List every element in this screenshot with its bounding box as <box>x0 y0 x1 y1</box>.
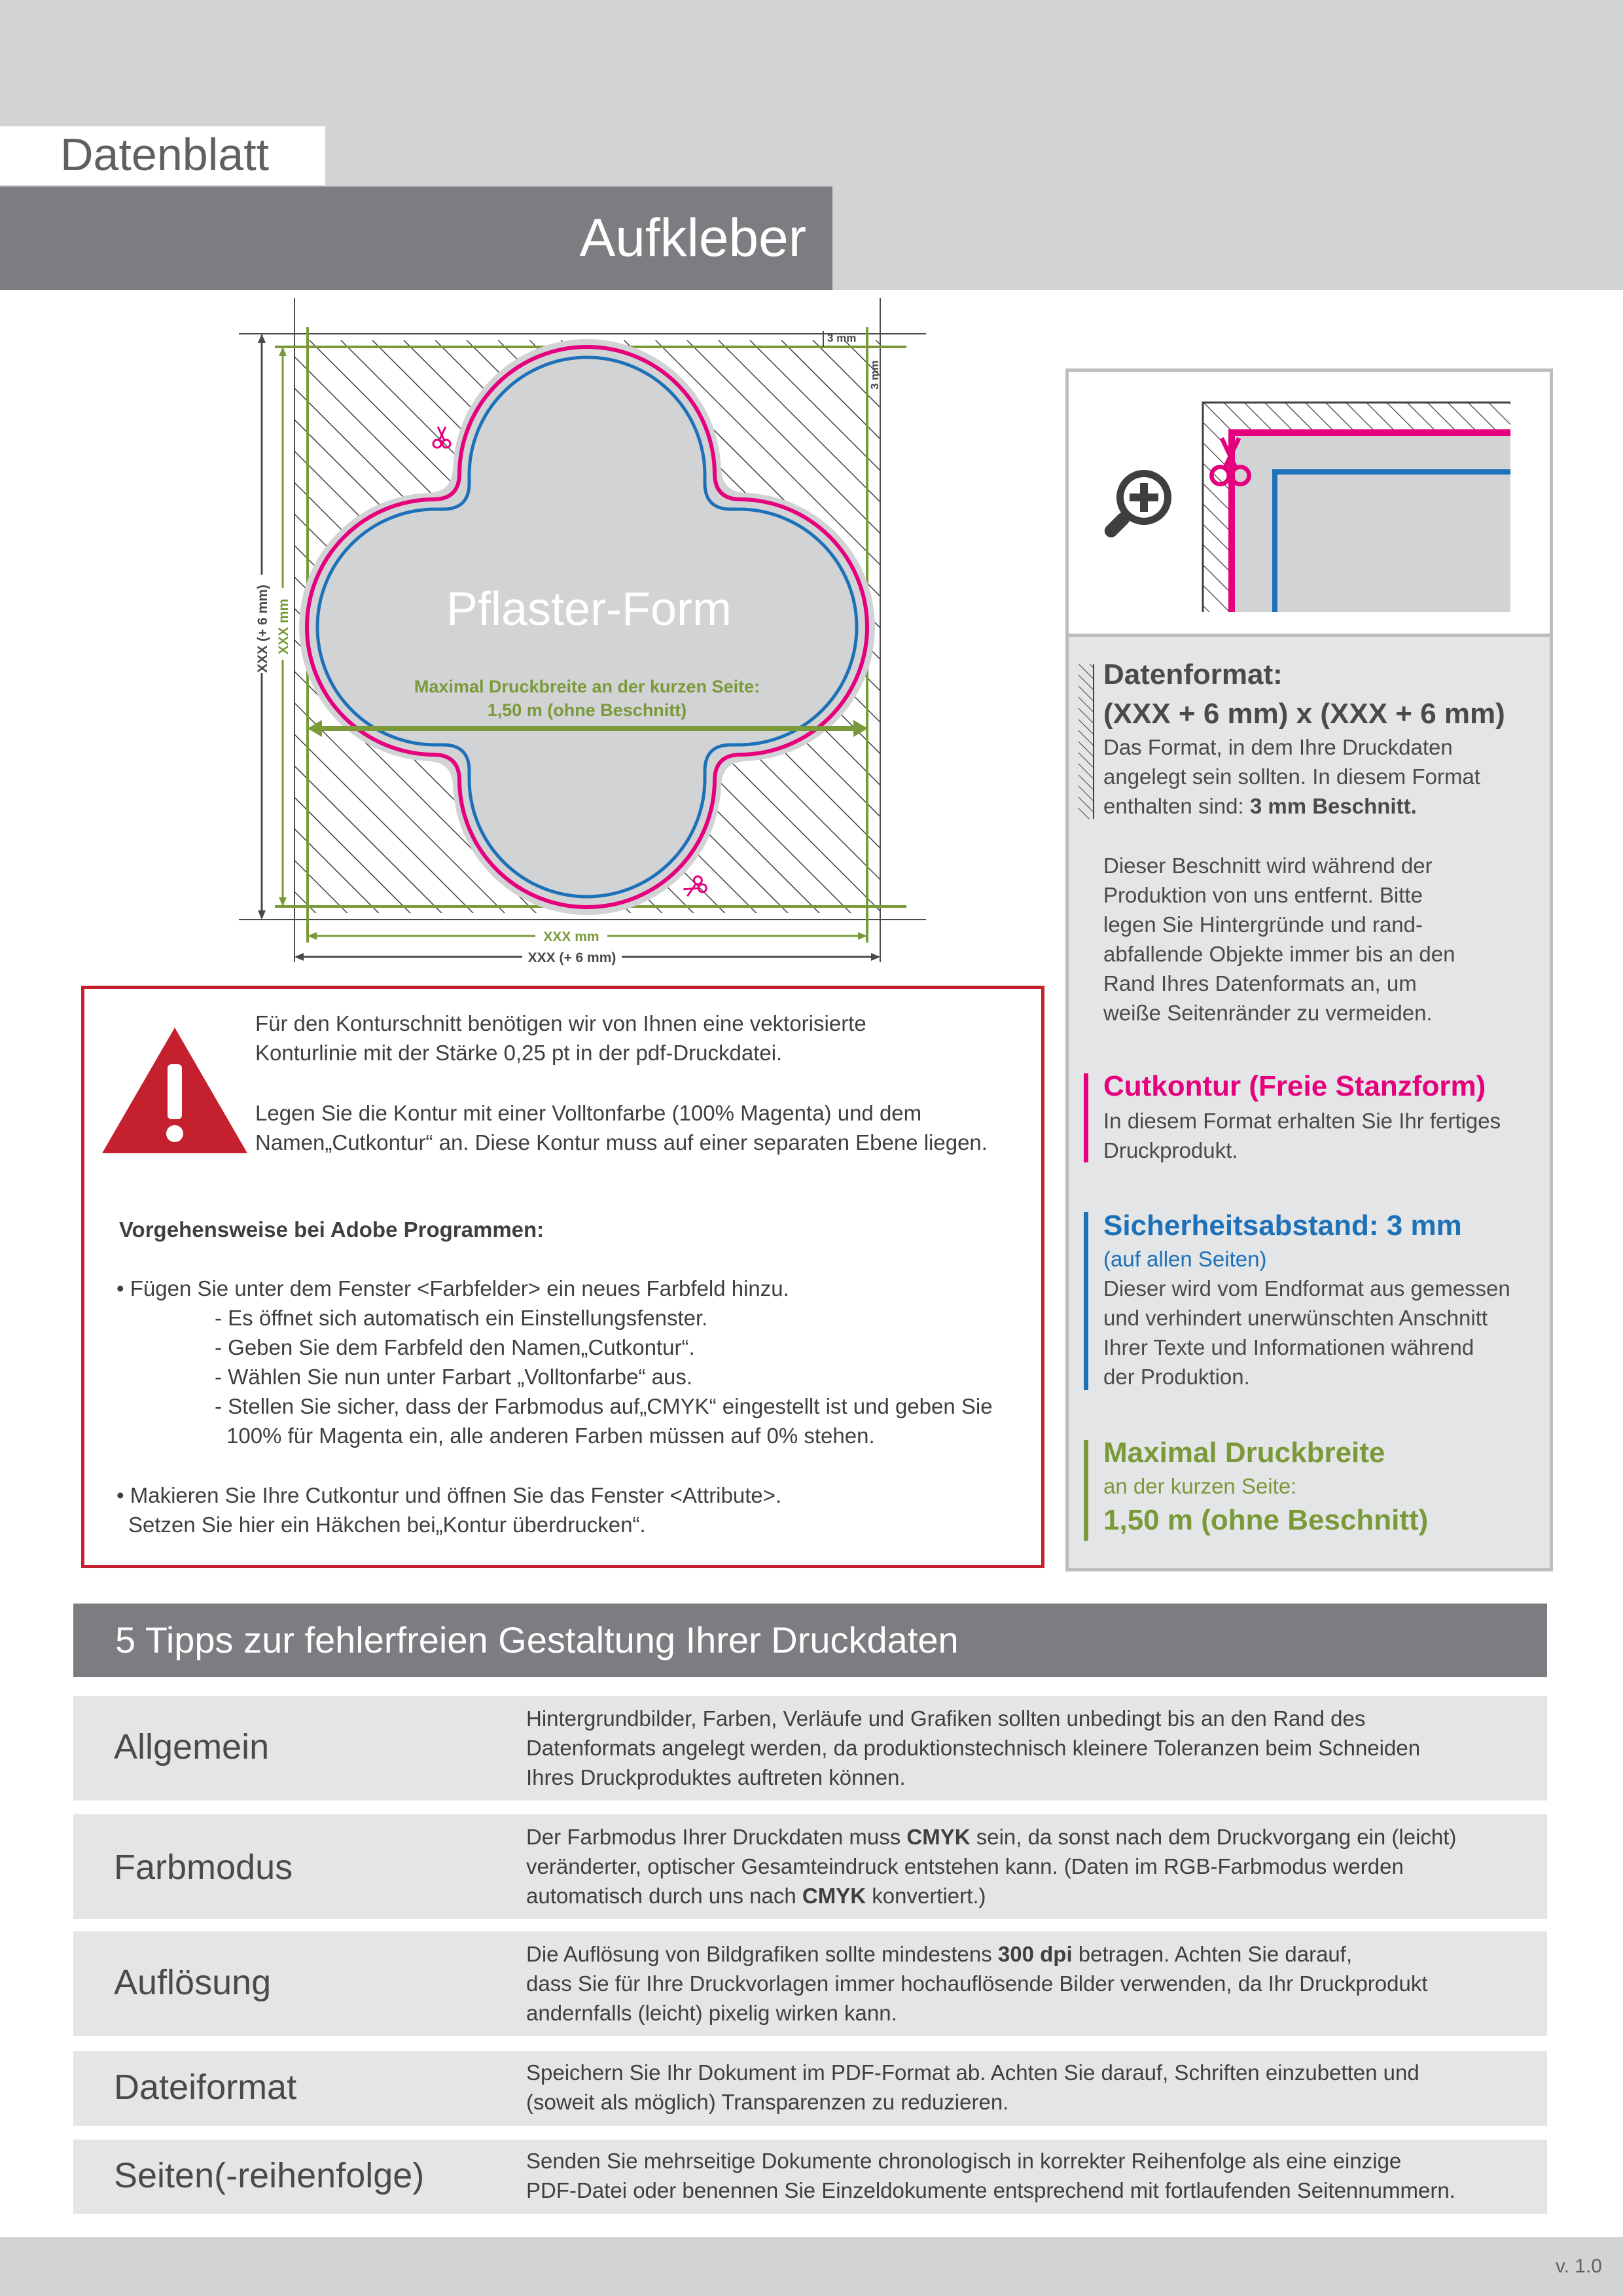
cut-text-1: In diesem Format erhalten Sie Ihr fertiges <box>1103 1109 1501 1133</box>
tip-text-aufloesung-1 <box>526 1939 1352 1969</box>
datenformat-text-2: angelegt sein sollten. In diesem Format <box>1103 764 1480 789</box>
tip-name-allgemein: Allgemein <box>114 1727 270 1767</box>
page-title: Aufkleber <box>579 208 806 268</box>
beschnitt-text-5: Rand Ihres Datenformats an, um <box>1103 971 1417 996</box>
beschnitt-text-2: Produktion von uns entfernt. Bitte <box>1103 883 1423 907</box>
tips-title: 5 Tipps zur fehlerfreien Gestaltung Ihrer Druckdaten <box>115 1619 959 1660</box>
dim-outer-horizontal: XXX (+ 6 mm) <box>527 950 616 965</box>
safety-text-3: Ihrer Texte und Informationen während <box>1103 1335 1474 1359</box>
max-width-value: 1,50 m (ohne Beschnitt) <box>1103 1504 1429 1536</box>
tip-text-seiten-2: PDF-Datei oder benennen Sie Einzeldokumente entsprechend mit fortlaufenden Seitennummern. <box>526 2178 1455 2202</box>
tip-row-dateiformat <box>73 2051 1547 2126</box>
bleed-label-top: 3 mm <box>827 332 857 344</box>
procedure-step-2: - Geben Sie dem Farbfeld den Namen„Cutkontur“. <box>215 1335 695 1359</box>
cut-title: Cutkontur (Freie Stanzform) <box>1103 1070 1486 1102</box>
tip-aufloesung-1b: 300 dpi <box>997 1942 1073 1966</box>
tip-text-allgemein-1: Hintergrundbilder, Farben, Verläufe und Grafiken sollten unbedingt bis an den Rand des <box>526 1706 1366 1731</box>
tip-aufloesung-1c: betragen. Achten Sie darauf, <box>1072 1942 1353 1966</box>
beschnitt-text-3: legen Sie Hintergründe und rand- <box>1103 912 1423 937</box>
info-para1-line1: Für den Konturschnitt benötigen wir von Ihnen eine vektorisierte <box>255 1011 866 1035</box>
datenblatt-label: Datenblatt <box>60 129 270 180</box>
tip-farbmodus-1c: sein, da sonst nach dem Druckvorgang ein (leicht) <box>970 1825 1457 1849</box>
cut-accent-bar <box>1084 1073 1088 1162</box>
tip-farbmodus-3b: CMYK <box>802 1884 866 1908</box>
tip-text-aufloesung-3: andernfalls (leicht) pixelig wirken kann. <box>526 2001 897 2025</box>
footer-band <box>0 2237 1623 2296</box>
tip-text-allgemein-3: Ihres Druckproduktes auftreten können. <box>526 1765 906 1789</box>
max-width-subtitle: an der kurzen Seite: <box>1103 1474 1297 1498</box>
dim-outer-vertical: XXX (+ 6 mm) <box>255 584 270 673</box>
tip-text-aufloesung-2: dass Sie für Ihre Druckvorlagen immer hochauflösende Bilder verwenden, da Ihr Druckprodukt <box>526 1971 1428 1996</box>
procedure-step-1: - Es öffnet sich automatisch ein Einstellungsfenster. <box>215 1306 708 1330</box>
tip-name-dateiformat: Dateiformat <box>114 2068 297 2107</box>
tip-name-seiten: Seiten(-reihenfolge) <box>114 2156 425 2195</box>
safety-subtitle: (auf allen Seiten) <box>1103 1247 1267 1271</box>
tip-aufloesung-1a: Die Auflösung von Bildgrafiken sollte mindestens <box>526 1942 998 1966</box>
beschnitt-text-4: abfallende Objekte immer bis an den <box>1103 942 1455 966</box>
beschnitt-text-1: Dieser Beschnitt wird während der <box>1103 853 1433 878</box>
datenformat-text-3-plain: enthalten sind: <box>1103 794 1250 818</box>
safety-text-4: der Produktion. <box>1103 1365 1250 1389</box>
tip-name-farbmodus: Farbmodus <box>114 1848 293 1887</box>
datenformat-text-3 <box>1103 791 1417 821</box>
datenformat-title: Datenformat: <box>1103 658 1283 691</box>
datenformat-bleed-bold: 3 mm Beschnitt. <box>1249 794 1417 818</box>
procedure-bullet-2b: Setzen Sie hier ein Häkchen bei„Kontur überdrucken“. <box>128 1513 646 1537</box>
zoom-in-icon <box>1097 463 1178 545</box>
procedure-step-4: - Stellen Sie sicher, dass der Farbmodus auf„CMYK“ eingestellt ist und geben Sie <box>215 1394 993 1418</box>
max-width-label-2: 1,50 m (ohne Beschnitt) <box>487 700 687 720</box>
tip-text-seiten-1: Senden Sie mehrseitige Dokumente chronologisch in korrekter Reihenfolge als eine einzige <box>526 2149 1402 2173</box>
tip-farbmodus-1b: CMYK <box>906 1825 971 1849</box>
tip-text-farbmodus-2: veränderter, optischer Gesamteindruck entstehen kann. (Daten im RGB-Farbmodus werden <box>526 1854 1404 1878</box>
warning-icon <box>99 1025 250 1156</box>
tip-farbmodus-3c: konvertiert.) <box>866 1884 986 1908</box>
corner-detail-graphic <box>1202 401 1510 612</box>
bleed-label-right: 3 mm <box>868 360 881 389</box>
tip-farbmodus-1a: Der Farbmodus Ihrer Druckdaten muss <box>526 1825 907 1849</box>
datenformat-text-1: Das Format, in dem Ihre Druckdaten <box>1103 735 1453 759</box>
tip-row-allgemein <box>73 1696 1547 1801</box>
max-width-accent-bar <box>1084 1440 1088 1541</box>
tip-row-aufloesung <box>73 1931 1547 2036</box>
sticker-diagram <box>223 288 929 982</box>
version-label: v. 1.0 <box>1555 2255 1602 2277</box>
procedure-bullet-2: • Makieren Sie Ihre Cutkontur und öffnen Sie das Fenster <Attribute>. <box>116 1483 782 1507</box>
safety-accent-bar <box>1084 1212 1088 1390</box>
safety-text-2: und verhindert unerwünschten Anschnitt <box>1103 1306 1488 1330</box>
safety-title: Sicherheitsabstand: 3 mm <box>1103 1210 1462 1242</box>
procedure-bullet-1: • Fügen Sie unter dem Fenster <Farbfelder> ein neues Farbfeld hinzu. <box>116 1276 789 1300</box>
datenformat-size: (XXX + 6 mm) x (XXX + 6 mm) <box>1103 698 1505 730</box>
tip-row-farbmodus <box>73 1814 1547 1919</box>
cut-text-2: Druckprodukt. <box>1103 1138 1238 1162</box>
shape-title: Pflaster-Form <box>446 583 732 636</box>
tip-text-allgemein-2: Datenformats angelegt werden, da produktionstechnisch kleinere Toleranzen beim Schneiden <box>526 1736 1421 1760</box>
info-para1-line2: Konturlinie mit der Stärke 0,25 pt in der pdf-Druckdatei. <box>255 1041 783 1065</box>
info-para2-line1: Legen Sie die Kontur mit einer Volltonfarbe (100% Magenta) und dem <box>255 1101 922 1125</box>
tip-row-seiten <box>73 2140 1547 2214</box>
tip-text-farbmodus-3 <box>526 1881 986 1910</box>
dim-inner-vertical: XXX mm <box>276 598 291 655</box>
tip-text-farbmodus-1 <box>526 1822 1456 1852</box>
max-width-label-1: Maximal Druckbreite an der kurzen Seite: <box>414 677 760 696</box>
beschnitt-text-6: weiße Seitenränder zu vermeiden. <box>1103 1001 1433 1025</box>
safety-text-1: Dieser wird vom Endformat aus gemessen <box>1103 1276 1510 1300</box>
dim-inner-horizontal: XXX mm <box>543 929 599 944</box>
tip-text-dateiformat-2: (soweit als möglich) Transparenzen zu reduzieren. <box>526 2090 1009 2114</box>
max-width-title: Maximal Druckbreite <box>1103 1437 1385 1469</box>
info-para2-line2: Namen„Cutkontur“ an. Diese Kontur muss auf einer separaten Ebene liegen. <box>255 1130 988 1155</box>
procedure-title: Vorgehensweise bei Adobe Programmen: <box>119 1217 544 1242</box>
procedure-step-3: - Wählen Sie nun unter Farbart „Volltonfarbe“ aus. <box>215 1365 693 1389</box>
tip-name-aufloesung: Auflösung <box>114 1963 272 2002</box>
tip-farbmodus-3a: automatisch durch uns nach <box>526 1884 802 1908</box>
procedure-step-4b: 100% für Magenta ein, alle anderen Farben müssen auf 0% stehen. <box>226 1424 875 1448</box>
tip-text-dateiformat-1: Speichern Sie Ihr Dokument im PDF-Format ab. Achten Sie darauf, Schriften einzubetten und <box>526 2060 1419 2085</box>
bleed-hatch-marker <box>1079 664 1094 819</box>
